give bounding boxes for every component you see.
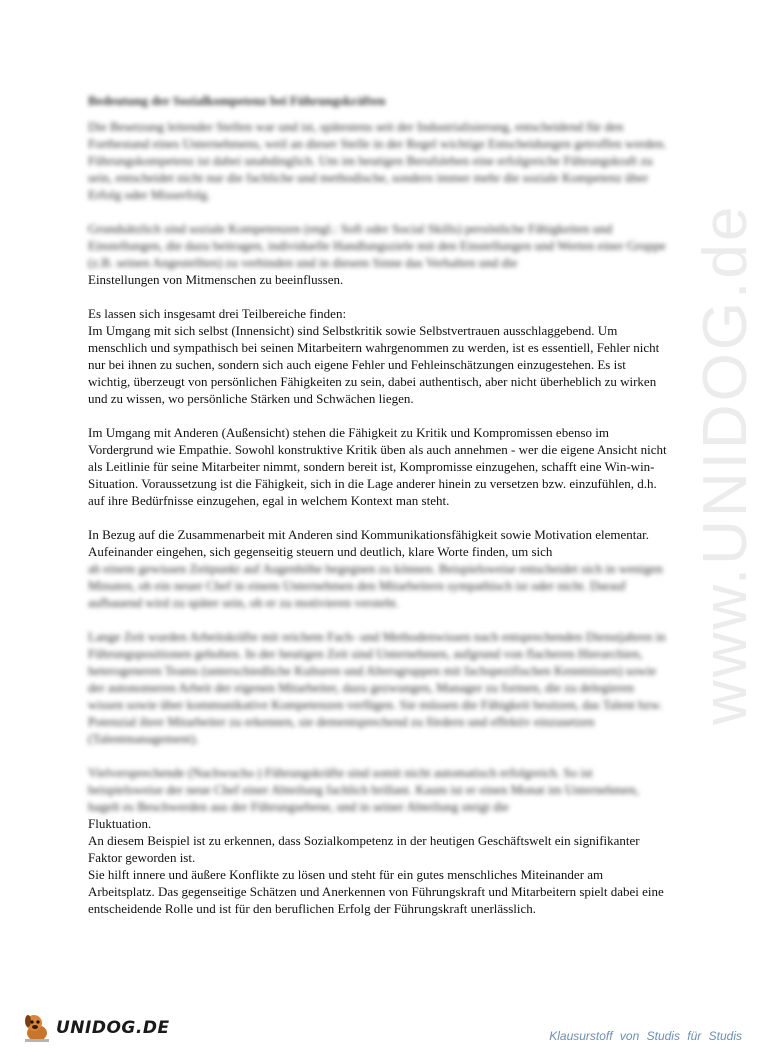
dog-mascot-icon [20,1011,54,1045]
paragraph-blurred-1: Die Besetzung leitender Stellen war und ist, spätestens seit der Industrialisierung, entscheidend für den Fortbestand eines Unternehmens, weil an dieser Stelle in der Regel wichtige Entscheidungen getroffen werden. Führungskompetenz ist dabei unabdinglich. Um im heutigen Berufsleben eine erfolgreiche Führungskraft zu sein, entscheidet nicht nur die fachliche und methodische, sondern immer mehr die soziale Kompetenz über Erfolg oder Misserfolg. [88,119,667,202]
logo-text: UNIDOG.DE [56,1018,170,1038]
paragraph-2-end: Einstellungen von Mitmenschen zu beeinflussen. [88,272,344,287]
document-body [88,92,668,917]
paragraph-8: Fluktuation. An diesem Beispiel ist zu erkennen, dass Sozialkompetenz in der heutigen Geschäftswelt ein signifikanter Faktor geworden ist. Sie hilft innere und äußere Konflikte zu lösen und steht für ein gutes menschliches Miteinander am Arbeitsplatz. Das gegenseitige Schätzen und Anerkennen von Führungskraft und Mitarbeitern spielt dabei eine entscheidende Rolle und ist für den beruflichen Erfolg der Führungskraft unerlässlich. [88,816,664,916]
paragraph-3: Es lassen sich insgesamt drei Teilbereiche finden: Im Umgang mit sich selbst (Innensicht) sind Selbstkritik sowie Selbstvertrauen ausschlaggebend. Um menschlich und sympathisch bei seinen Mitarbeitern wahrgenommen zu werden, ist es essentiell, Fehler nicht nur bei ihnen zu suchen, sondern sich auch eigene Fehler und Fehleinschätzungen einzugestehen. Es ist wichtig, überzeugt von persönlichen Fähigkeiten zu sein, dabei authentisch, aber nicht überheblich zu wirken und zu wissen, wo persönliche Stärken und Schwächen liegen. [88,306,660,406]
footer-logo[interactable] [20,1008,170,1048]
paragraph-blurred-5: ab einem gewissen Zeitpunkt auf Augenhöhe begegnen zu können. Beispielsweise entscheidet sich in wenigen Minuten, ob ein neuer Chef in einem Unternehmen den Mitarbeitern sympathisch ist oder nicht. Darauf aufbauend wird zu später sein, ob er zu motivieren versteht. [88,561,663,610]
watermark: www.UNIDOG.de [691,203,760,725]
paragraph-blurred-6: Lange Zeit wurden Arbeitskräfte mit reichem Fach- und Methodenwissen nach entsprechenden Dienstjahren in Führungspositionen gehoben. In der heutigen Zeit sind Unternehmen, aufgrund von flacheren Hierarchien, heterogeneren Teams (unterschiedliche Kulturen und Altersgruppen mit fachspezifischen Kenntnissen) sowie der autonomeren Arbeit der eigenen Mitarbeiter, dazu gezwungen, Manager zu formen, die zu delegieren wissen sowie über kommunikative Kompetenzen verfügen. Sie müssen die Fähigkeit besitzen, das Talent bzw. Potenzial ihrer Mitarbeiter zu erkennen, sie dementsprechend zu fördern und effektiv einzusetzen (Talentmanagement). [88,629,666,746]
footer-slogan: Klausurstoff von Studis für Studis [549,1029,742,1043]
paragraph-5: In Bezug auf die Zusammenarbeit mit Anderen sind Kommunikationsfähigkeit sowie Motivation elementar. Aufeinander eingehen, sich gegenseitig steuern und deutlich, klare Worte finden, um sich [88,527,650,559]
document-heading: Bedeutung der Sozialkompetenz bei Führungskräften [88,93,386,108]
paragraph-4: Im Umgang mit Anderen (Außensicht) stehen die Fähigkeit zu Kritik und Kompromissen ebenso im Vordergrund wie Empathie. Sowohl konstruktive Kritik üben als auch annehmen - wer die eigene Ansicht nicht als Leitlinie für seine Mitarbeiter nimmt, sondern bereit ist, Kompromisse einzugehen, schafft eine Win-win-Situation. Voraussetzung ist die Fähigkeit, sich in die Lage anderer hinein zu versetzen bzw. einzufühlen, d.h. auf ihre Bedürfnisse einzugehen, egal in welchem Kontext man steht. [88,425,667,508]
paragraph-blurred-7: Vielversprechende (Nachwuchs-) Führungskräfte sind somit nicht automatisch erfolgreich. So ist beispielsweise der neue Chef einer Abteilung fachlich brillant. Kaum ist er einen Monat im Unternehmen, hagelt es Beschwerden aus der Führungsebene, und in seiner Abteilung steigt die [88,765,639,814]
paragraph-blurred-2: Grundsätzlich sind soziale Kompetenzen (engl.: Soft oder Social Skills) persönliche Fähigkeiten und Einstellungen, die dazu beitragen, individuelle Handlungsziele mit den Einstellungen und Werten einer Gruppe (z.B. seinen Angestellten) zu verbinden und in diesem Sinne das Verhalten und die [88,221,666,270]
